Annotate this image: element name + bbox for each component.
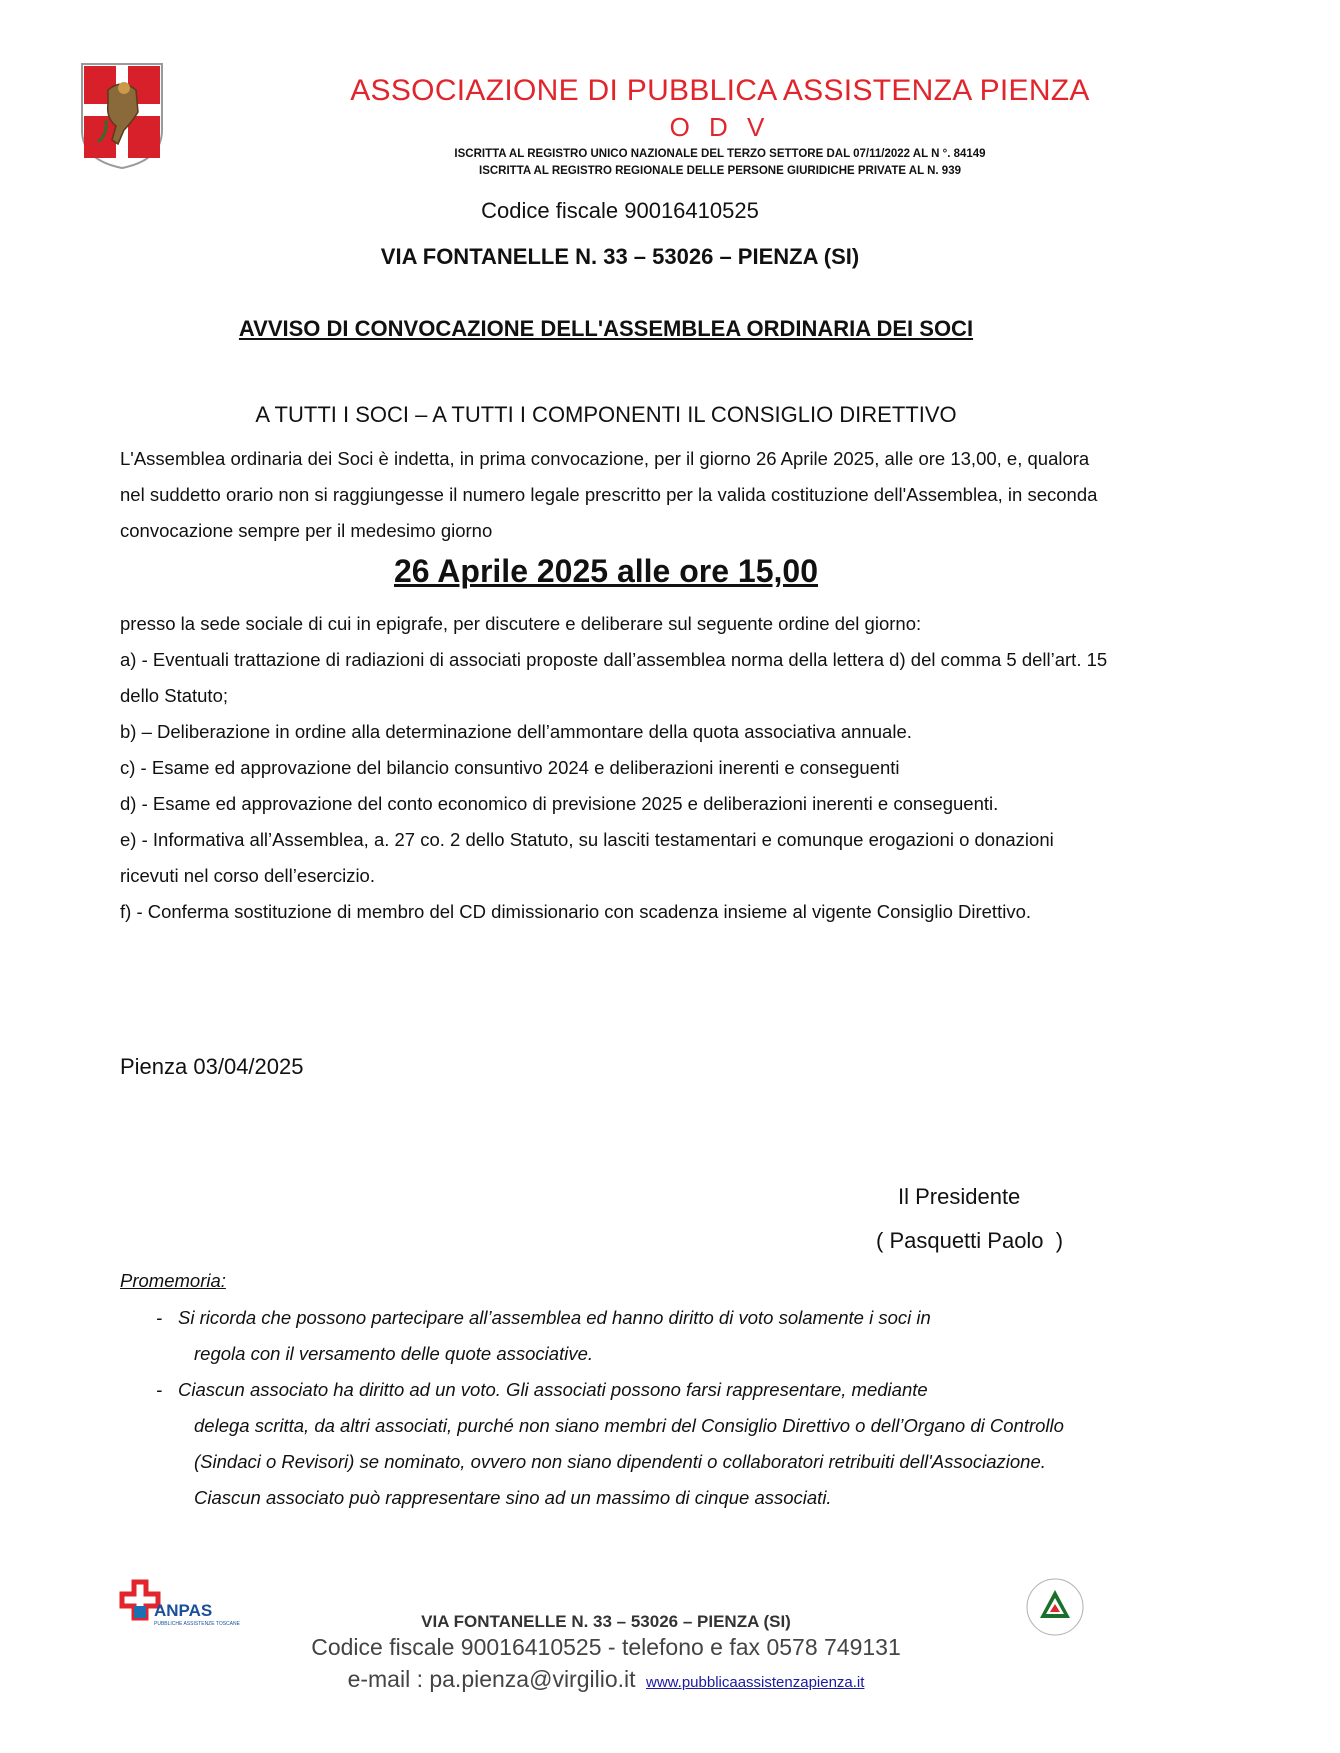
memo-item	[120, 1372, 1090, 1516]
memo-label: Promemoria:	[120, 1270, 226, 1291]
codice-fiscale: Codice fiscale 90016410525	[481, 198, 759, 223]
registry-line-2: ISCRITTA AL REGISTRO REGIONALE DELLE PERSONE GIURIDICHE PRIVATE AL N. 939	[479, 165, 961, 177]
memo-item-first-line: Ciascun associato ha diritto ad un voto. Gli associati possono farsi rappresentare, mediante	[178, 1379, 928, 1400]
memo-item-continuation: regola con il versamento delle quote associative.	[194, 1343, 594, 1364]
footer-email: e-mail : pa.pienza@virgilio.it	[347, 1666, 636, 1692]
meeting-date: 26 Aprile 2025 alle ore 15,00	[394, 553, 818, 589]
svg-text:PUBBLICHE ASSISTENZE TOSCANE: PUBBLICHE ASSISTENZE TOSCANE	[154, 1621, 240, 1627]
notice-title: AVVISO DI CONVOCAZIONE DELL'ASSEMBLEA ORDINARIA DEI SOCI	[238, 316, 974, 341]
memo-bullet: -	[156, 1307, 163, 1328]
registry-line-1: ISCRITTA AL REGISTRO UNICO NAZIONALE DEL TERZO SETTORE DAL 07/11/2022 AL N °. 84149	[454, 148, 986, 160]
notice-intro: L'Assemblea ordinaria dei Soci è indetta, in prima convocazione, per il giorno 26 Aprile 2025, alle ore 13,00, e, qualora nel suddetto orario non si raggiungesse il numero legale prescritto per la valida costituzione dell'Assemblea, in seconda convocazione sempre per il medesimo giorno	[120, 448, 1098, 541]
agenda-item-a: a) - Eventuali trattazione di radiazioni di associati proposte dall’assemblea norma della lettera d) del comma 5 dell’art. 15 dello Statuto;	[120, 649, 1108, 706]
header-address: VIA FONTANELLE N. 33 – 53026 – PIENZA (SI)	[380, 244, 860, 269]
memo-item-first-line: Si ricorda che possono partecipare all’assemblea ed hanno diritto di voto solamente i soci in	[178, 1307, 931, 1328]
memo-item-continuation: delega scritta, da altri associati, purché non siano membri del Consiglio Direttivo o dell’Organo di Controllo (Sindaci o Revisori) se nominato, ovvero non siano dipendenti o collaboratori retribuiti dell'Associazione. Ciascun associato può rappresentare sino ad un massimo di cinque associati.	[194, 1415, 1064, 1508]
footer-contacts: Codice fiscale 90016410525 - telefono e fax 0578 749131	[311, 1634, 901, 1660]
agenda-item-e: e) - Informativa all’Assemblea, a. 27 co. 2 dello Statuto, su lasciti testamentari e comunque erogazioni o donazioni ricevuti nel corso dell’esercizio.	[120, 829, 1054, 886]
footer-address: VIA FONTANELLE N. 33 – 53026 – PIENZA (SI)	[421, 1612, 791, 1631]
agenda-item-d: d) - Esame ed approvazione del conto economico di previsione 2025 e deliberazioni inerenti e conseguenti.	[120, 793, 999, 814]
agenda-intro: presso la sede sociale di cui in epigrafe, per discutere e deliberare sul seguente ordine del giorno:	[120, 613, 922, 634]
memo-bullet: -	[156, 1379, 163, 1400]
footer-email-line	[0, 1666, 1212, 1693]
signatory-title: Il Presidente	[898, 1184, 1021, 1209]
organization-name: ASSOCIAZIONE DI PUBBLICA ASSISTENZA PIENZA	[350, 74, 1090, 107]
place-date: Pienza 03/04/2025	[120, 1054, 304, 1079]
memo-item	[120, 1300, 1090, 1372]
website-link[interactable]: www.pubblicaassistenzapienza.it	[645, 1674, 865, 1691]
signatory-name: ( Pasquetti Paolo )	[876, 1228, 1064, 1253]
agenda-item-c: c) - Esame ed approvazione del bilancio consuntivo 2024 e deliberazioni inerenti e conseguenti	[120, 757, 900, 778]
notice-recipients: A TUTTI I SOCI – A TUTTI I COMPONENTI IL CONSIGLIO DIRETTIVO	[255, 402, 957, 427]
agenda-list	[120, 642, 1110, 930]
svg-text:ANPAS: ANPAS	[154, 1601, 213, 1620]
organization-suffix: O D V	[669, 112, 771, 142]
agenda-item-f: f) - Conferma sostituzione di membro del CD dimissionario con scadenza insieme al vigente Consiglio Direttivo.	[120, 901, 1031, 922]
agenda-item-b: b) – Deliberazione in ordine alla determinazione dell’ammontare della quota associativa annuale.	[120, 721, 912, 742]
